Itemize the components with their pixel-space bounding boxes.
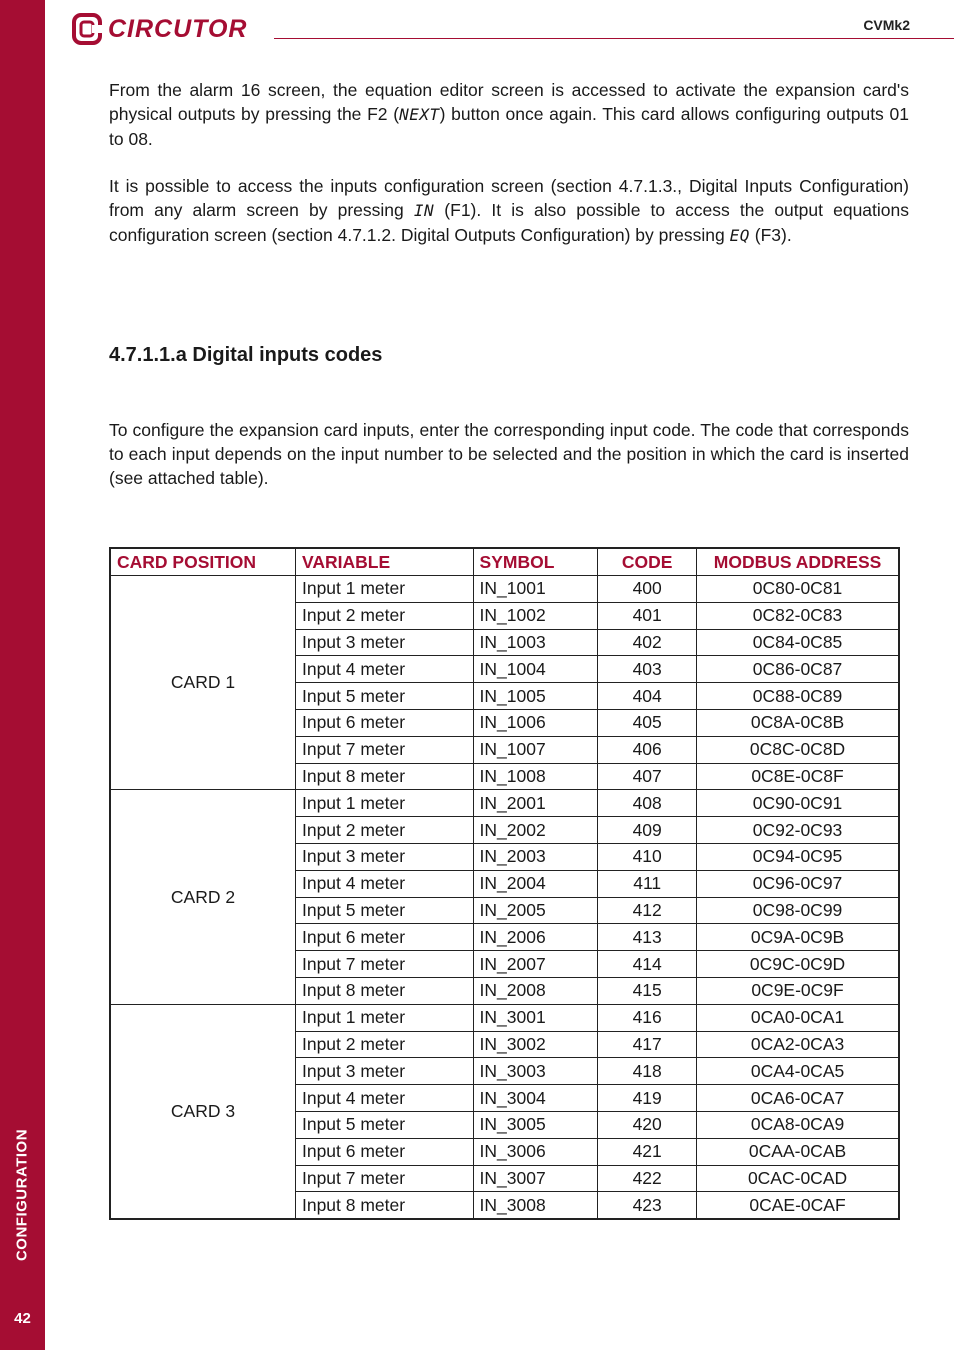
code-cell: 412 bbox=[598, 897, 697, 924]
section-title: 4.7.1.1.a Digital inputs codes bbox=[109, 344, 383, 366]
code-cell: 401 bbox=[598, 602, 697, 629]
sidebar bbox=[0, 0, 45, 1350]
symbol-cell: IN_3005 bbox=[473, 1111, 598, 1138]
modbus-address-cell: 0CA4-0CA5 bbox=[697, 1058, 899, 1085]
variable-cell: Input 4 meter bbox=[295, 656, 473, 683]
code-cell: 421 bbox=[598, 1138, 697, 1165]
page-number: 42 bbox=[14, 1310, 31, 1327]
symbol-cell: IN_3003 bbox=[473, 1058, 598, 1085]
header-modbus-address: MODBUS ADDRESS bbox=[697, 548, 899, 576]
modbus-address-cell: 0C8E-0C8F bbox=[697, 763, 899, 790]
variable-cell: Input 3 meter bbox=[295, 843, 473, 870]
code-cell: 406 bbox=[598, 736, 697, 763]
circutor-logo-icon bbox=[72, 13, 102, 45]
variable-cell: Input 8 meter bbox=[295, 1192, 473, 1219]
code-cell: 416 bbox=[598, 1004, 697, 1031]
variable-cell: Input 4 meter bbox=[295, 870, 473, 897]
symbol-cell: IN_2004 bbox=[473, 870, 598, 897]
model-name: CVMk2 bbox=[863, 17, 910, 33]
code-cell: 415 bbox=[598, 977, 697, 1004]
code-cell: 404 bbox=[598, 683, 697, 710]
variable-cell: Input 7 meter bbox=[295, 736, 473, 763]
variable-cell: Input 8 meter bbox=[295, 977, 473, 1004]
modbus-address-cell: 0C90-0C91 bbox=[697, 790, 899, 817]
variable-cell: Input 1 meter bbox=[295, 576, 473, 603]
brand-logo bbox=[72, 12, 247, 46]
code-cell: 419 bbox=[598, 1085, 697, 1112]
input-codes-table bbox=[109, 547, 900, 1220]
p2-text-a: It is possible to access the inputs configuration screen (section 4.7.1.3., Digital Inputs Configuration) from any alarm screen by pressing bbox=[109, 176, 909, 220]
variable-cell: Input 4 meter bbox=[295, 1085, 473, 1112]
header-variable: VARIABLE bbox=[295, 548, 473, 576]
code-cell: 400 bbox=[598, 576, 697, 603]
card-position-cell: CARD 3 bbox=[110, 1004, 295, 1219]
symbol-cell: IN_1005 bbox=[473, 683, 598, 710]
variable-cell: Input 7 meter bbox=[295, 951, 473, 978]
modbus-address-cell: 0C96-0C97 bbox=[697, 870, 899, 897]
code-cell: 420 bbox=[598, 1111, 697, 1138]
modbus-address-cell: 0C88-0C89 bbox=[697, 683, 899, 710]
symbol-cell: IN_3008 bbox=[473, 1192, 598, 1219]
code-cell: 413 bbox=[598, 924, 697, 951]
symbol-cell: IN_2002 bbox=[473, 817, 598, 844]
modbus-address-cell: 0C84-0C85 bbox=[697, 629, 899, 656]
symbol-cell: IN_3004 bbox=[473, 1085, 598, 1112]
symbol-cell: IN_2006 bbox=[473, 924, 598, 951]
table-header-row bbox=[110, 548, 899, 576]
table-body bbox=[110, 576, 899, 1220]
in-key-label: IN bbox=[413, 201, 435, 220]
variable-cell: Input 7 meter bbox=[295, 1165, 473, 1192]
brand-name: CIRCUTOR bbox=[108, 14, 248, 43]
variable-cell: Input 5 meter bbox=[295, 1111, 473, 1138]
paragraph-2 bbox=[109, 174, 909, 248]
table-row bbox=[110, 790, 899, 817]
modbus-address-cell: 0C92-0C93 bbox=[697, 817, 899, 844]
code-cell: 418 bbox=[598, 1058, 697, 1085]
variable-cell: Input 5 meter bbox=[295, 897, 473, 924]
modbus-address-cell: 0CA8-0CA9 bbox=[697, 1111, 899, 1138]
p1-text-a: From the alarm 16 screen, the equation editor screen is accessed to activate the expansion card's physical outputs by pressing the F2 ( bbox=[109, 80, 909, 124]
code-cell: 410 bbox=[598, 843, 697, 870]
code-cell: 403 bbox=[598, 656, 697, 683]
section-label: CONFIGURATION bbox=[13, 1128, 31, 1262]
code-cell: 422 bbox=[598, 1165, 697, 1192]
header-divider bbox=[274, 38, 954, 39]
modbus-address-cell: 0C9C-0C9D bbox=[697, 951, 899, 978]
code-cell: 411 bbox=[598, 870, 697, 897]
modbus-address-cell: 0C9E-0C9F bbox=[697, 977, 899, 1004]
modbus-address-cell: 0CA2-0CA3 bbox=[697, 1031, 899, 1058]
variable-cell: Input 6 meter bbox=[295, 709, 473, 736]
symbol-cell: IN_1003 bbox=[473, 629, 598, 656]
header-code: CODE bbox=[598, 548, 697, 576]
modbus-address-cell: 0CA0-0CA1 bbox=[697, 1004, 899, 1031]
modbus-address-cell: 0C9A-0C9B bbox=[697, 924, 899, 951]
modbus-address-cell: 0C8A-0C8B bbox=[697, 709, 899, 736]
p1-text-b: ) button once again. This card allows configuring outputs 01 to 08. bbox=[109, 104, 909, 149]
modbus-address-cell: 0C98-0C99 bbox=[697, 897, 899, 924]
symbol-cell: IN_2007 bbox=[473, 951, 598, 978]
code-cell: 417 bbox=[598, 1031, 697, 1058]
symbol-cell: IN_1002 bbox=[473, 602, 598, 629]
symbol-cell: IN_3007 bbox=[473, 1165, 598, 1192]
variable-cell: Input 2 meter bbox=[295, 817, 473, 844]
code-cell: 423 bbox=[598, 1192, 697, 1219]
code-cell: 409 bbox=[598, 817, 697, 844]
code-cell: 407 bbox=[598, 763, 697, 790]
card-position-cell: CARD 1 bbox=[110, 576, 295, 790]
paragraph-1 bbox=[109, 78, 909, 151]
symbol-cell: IN_3001 bbox=[473, 1004, 598, 1031]
symbol-cell: IN_3002 bbox=[473, 1031, 598, 1058]
code-cell: 402 bbox=[598, 629, 697, 656]
modbus-address-cell: 0C80-0C81 bbox=[697, 576, 899, 603]
code-cell: 408 bbox=[598, 790, 697, 817]
variable-cell: Input 1 meter bbox=[295, 790, 473, 817]
symbol-cell: IN_1006 bbox=[473, 709, 598, 736]
variable-cell: Input 6 meter bbox=[295, 1138, 473, 1165]
code-cell: 414 bbox=[598, 951, 697, 978]
modbus-address-cell: 0C86-0C87 bbox=[697, 656, 899, 683]
symbol-cell: IN_1001 bbox=[473, 576, 598, 603]
symbol-cell: IN_2003 bbox=[473, 843, 598, 870]
p2-text-c: (F3). bbox=[749, 225, 792, 245]
card-position-cell: CARD 2 bbox=[110, 790, 295, 1004]
symbol-cell: IN_3006 bbox=[473, 1138, 598, 1165]
table-row bbox=[110, 576, 899, 603]
eq-key-label: EQ bbox=[729, 226, 750, 245]
variable-cell: Input 6 meter bbox=[295, 924, 473, 951]
header-symbol: SYMBOL bbox=[473, 548, 598, 576]
variable-cell: Input 2 meter bbox=[295, 1031, 473, 1058]
variable-cell: Input 3 meter bbox=[295, 629, 473, 656]
variable-cell: Input 1 meter bbox=[295, 1004, 473, 1031]
symbol-cell: IN_2001 bbox=[473, 790, 598, 817]
symbol-cell: IN_1004 bbox=[473, 656, 598, 683]
symbol-cell: IN_1007 bbox=[473, 736, 598, 763]
code-cell: 405 bbox=[598, 709, 697, 736]
paragraph-3: To configure the expansion card inputs, enter the corresponding input code. The code that corresponds to each input depends on the input number to be selected and the position in which the card is inserted (see attached table). bbox=[109, 420, 909, 488]
variable-cell: Input 5 meter bbox=[295, 683, 473, 710]
modbus-address-cell: 0C94-0C95 bbox=[697, 843, 899, 870]
modbus-address-cell: 0CA6-0CA7 bbox=[697, 1085, 899, 1112]
modbus-address-cell: 0C8C-0C8D bbox=[697, 736, 899, 763]
modbus-address-cell: 0CAE-0CAF bbox=[697, 1192, 899, 1219]
variable-cell: Input 3 meter bbox=[295, 1058, 473, 1085]
modbus-address-cell: 0CAA-0CAB bbox=[697, 1138, 899, 1165]
modbus-address-cell: 0C82-0C83 bbox=[697, 602, 899, 629]
p2-text-b: (F1). It is also possible to access the output equations configuration screen (section 4.7.1.2. Digital Outputs Configuration) by pressing bbox=[109, 200, 909, 245]
table-row bbox=[110, 1004, 899, 1031]
symbol-cell: IN_2005 bbox=[473, 897, 598, 924]
variable-cell: Input 8 meter bbox=[295, 763, 473, 790]
variable-cell: Input 2 meter bbox=[295, 602, 473, 629]
header-card-position: CARD POSITION bbox=[110, 548, 295, 576]
symbol-cell: IN_2008 bbox=[473, 977, 598, 1004]
next-key-label: NEXT bbox=[399, 105, 440, 124]
symbol-cell: IN_1008 bbox=[473, 763, 598, 790]
modbus-address-cell: 0CAC-0CAD bbox=[697, 1165, 899, 1192]
